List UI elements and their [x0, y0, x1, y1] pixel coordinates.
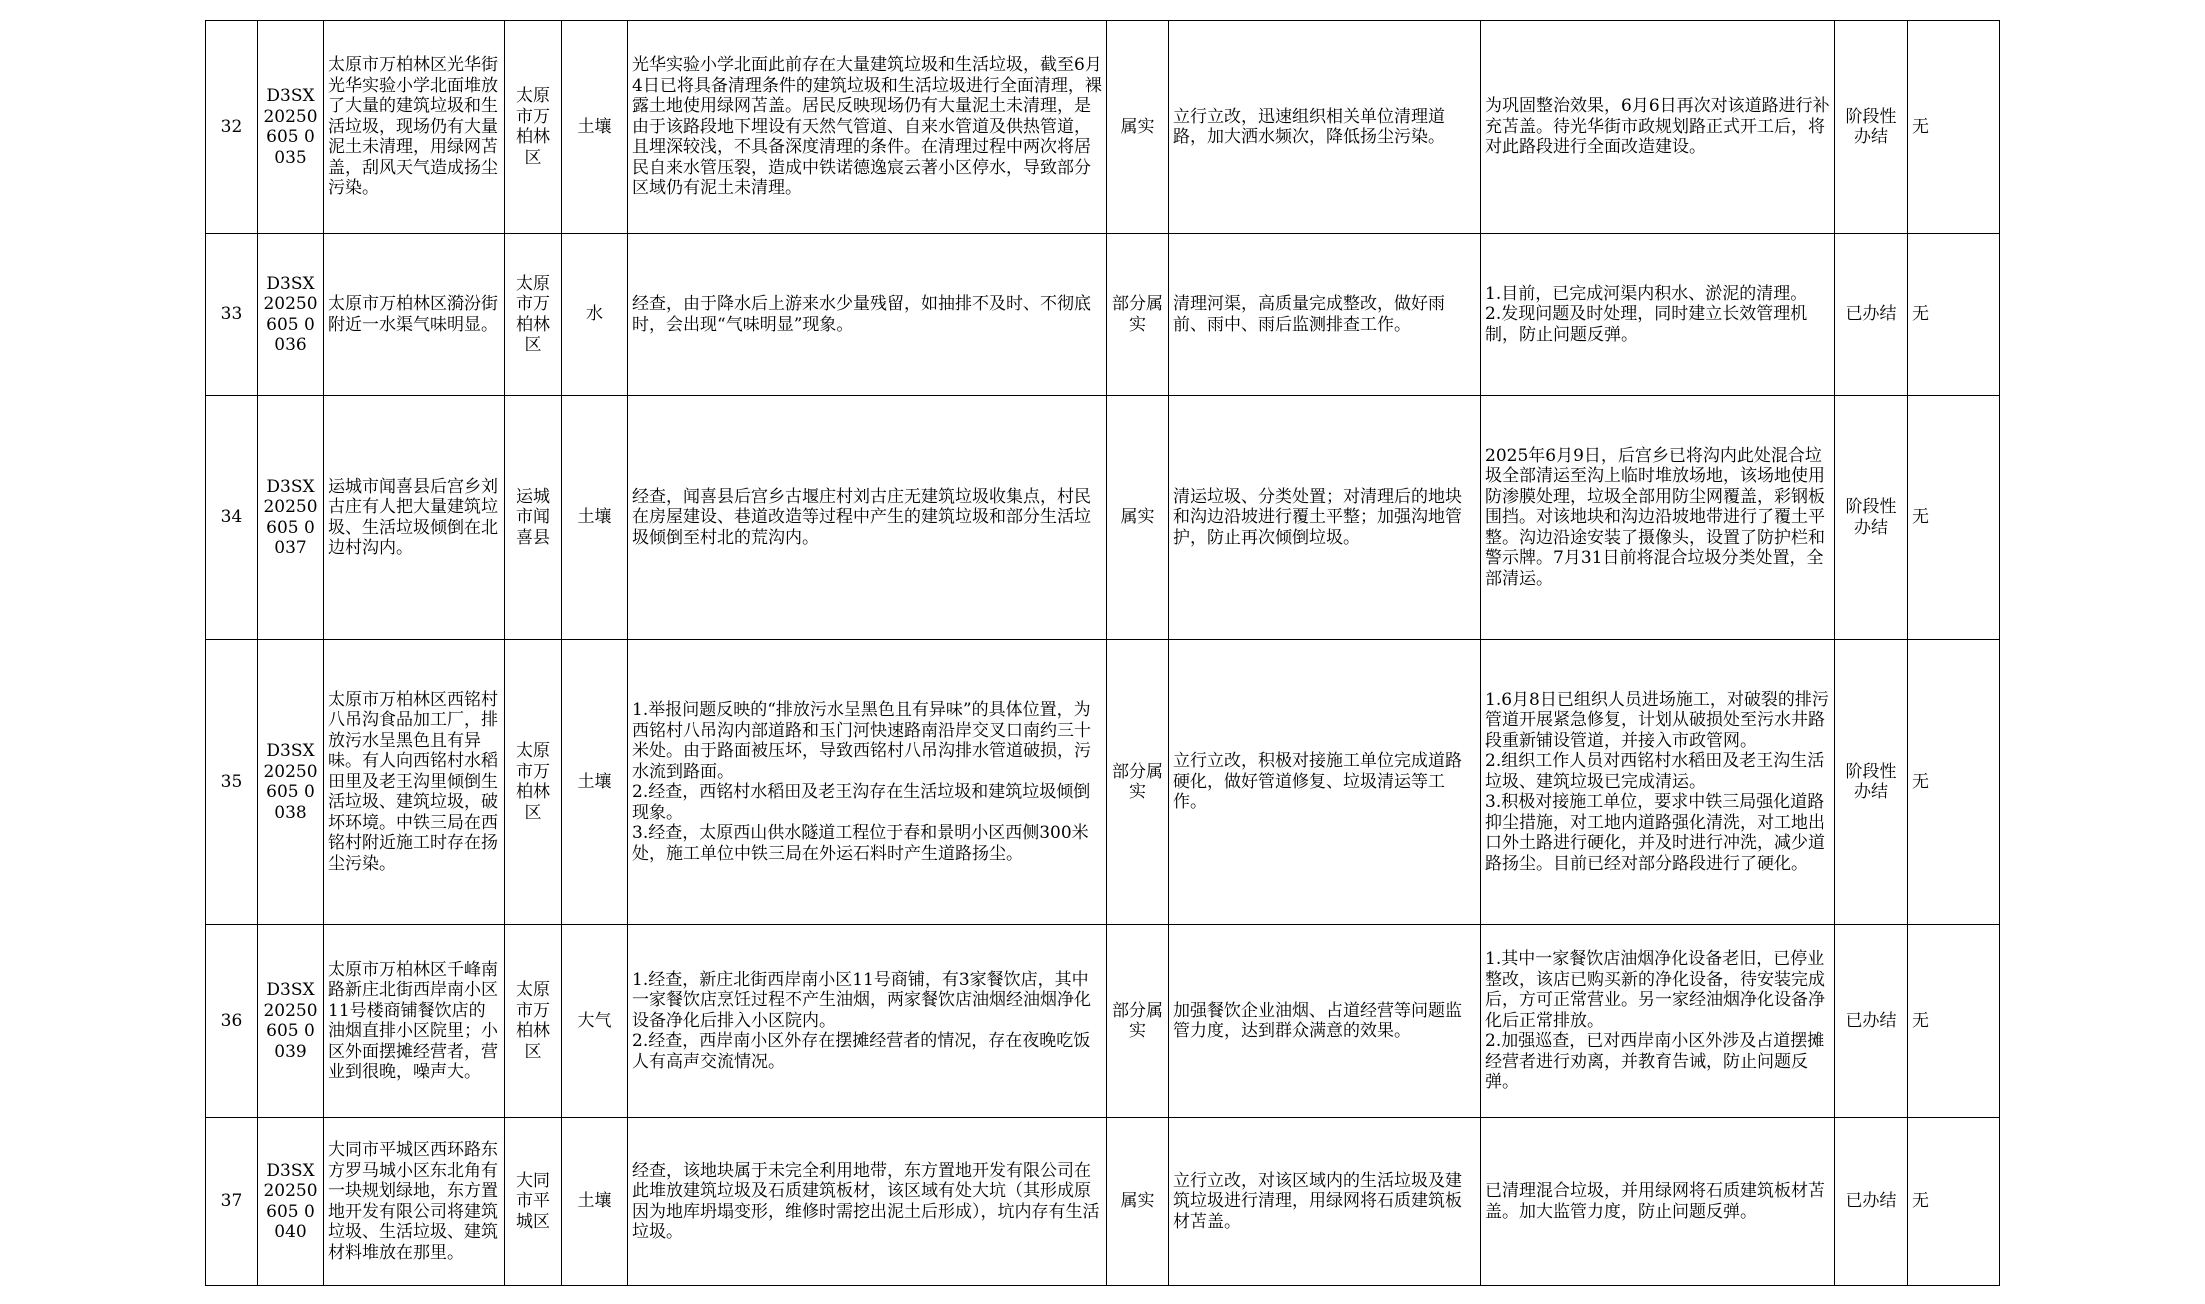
findings-cell: 光华实验小学北面此前存在大量建筑垃圾和生活垃圾，截至6月4日已将具备清理条件的建筑垃圾和生活垃圾进行全面清理，裸露土地使用绿网苫盖。居民反映现场仍有大量泥土未清理，是由于该路段地下埋设有天然气管道、自来水管道及供热管道，且埋深较浅，不具备深度清理的条件。在清理过程中两次将居民自来水管压裂，造成中铁诺德逸宸云著小区停水，导致部分区域仍有泥土未清理。	[628, 21, 1107, 234]
accountability-cell: 无	[1908, 1118, 2000, 1286]
table-row	[206, 21, 2000, 234]
measures-cell: 立行立改，对该区域内的生活垃圾及建筑垃圾进行清理，用绿网将石质建筑板材苫盖。	[1169, 1118, 1481, 1286]
region-cell: 太原市万柏林区	[505, 21, 562, 234]
table-row	[206, 234, 2000, 396]
region-cell: 太原市万柏林区	[505, 234, 562, 396]
id-cell: D3SX20250605 0040	[258, 1118, 324, 1286]
findings-cell: 经查，闻喜县后宫乡古堰庄村刘古庄无建筑垃圾收集点，村民在房屋建设、巷道改造等过程中产生的建筑垃圾和部分生活垃圾倾倒至村北的荒沟内。	[628, 396, 1107, 640]
measures-cell: 立行立改，迅速组织相关单位清理道路，加大洒水频次，降低扬尘污染。	[1169, 21, 1481, 234]
verdict-cell: 部分属实	[1107, 234, 1169, 396]
category-cell: 土壤	[562, 21, 628, 234]
status-cell: 阶段性办结	[1835, 396, 1908, 640]
progress-cell: 1.其中一家餐饮店油烟净化设备老旧，已停业整改，该店已购买新的净化设备，待安装完成后，方可正常营业。另一家经油烟净化设备净化后正常排放。 2.加强巡查，已对西岸南小区外涉及占道摆摊经营者进行劝离，并教育告诫，防止问题反弹。	[1481, 925, 1835, 1118]
region-cell: 运城市闻喜县	[505, 396, 562, 640]
status-cell: 已办结	[1835, 925, 1908, 1118]
findings-cell: 1.经查，新庄北街西岸南小区11号商铺，有3家餐饮店，其中一家餐饮店烹饪过程不产生油烟，两家餐饮店油烟经油烟净化设备净化后排入小区院内。 2.经查，西岸南小区外存在摆摊经营者的情况，存在夜晚吃饭人有高声交流情况。	[628, 925, 1107, 1118]
verdict-cell: 属实	[1107, 1118, 1169, 1286]
verdict-cell: 属实	[1107, 21, 1169, 234]
id-cell: D3SX20250605 0039	[258, 925, 324, 1118]
seq-cell: 34	[206, 396, 258, 640]
findings-cell: 经查，由于降水后上游来水少量残留，如抽排不及时、不彻底时，会出现“气味明显”现象。	[628, 234, 1107, 396]
status-cell: 已办结	[1835, 1118, 1908, 1286]
id-cell: D3SX20250605 0037	[258, 396, 324, 640]
complaint-cell: 大同市平城区西环路东方罗马城小区东北角有一块规划绿地，东方置地开发有限公司将建筑垃圾、生活垃圾、建筑材料堆放在那里。	[324, 1118, 505, 1286]
complaint-cell: 太原市万柏林区千峰南路新庄北街西岸南小区11号楼商铺餐饮店的油烟直排小区院里；小区外面摆摊经营者，营业到很晚，噪声大。	[324, 925, 505, 1118]
category-cell: 水	[562, 234, 628, 396]
accountability-cell: 无	[1908, 21, 2000, 234]
seq-cell: 32	[206, 21, 258, 234]
measures-cell: 清运垃圾、分类处置；对清理后的地块和沟边沿坡进行覆土平整；加强沟地管护，防止再次倾倒垃圾。	[1169, 396, 1481, 640]
complaint-cell: 运城市闻喜县后宫乡刘古庄有人把大量建筑垃圾、生活垃圾倾倒在北边村沟内。	[324, 396, 505, 640]
measures-cell: 清理河渠，高质量完成整改，做好雨前、雨中、雨后监测排查工作。	[1169, 234, 1481, 396]
accountability-cell: 无	[1908, 925, 2000, 1118]
category-cell: 土壤	[562, 396, 628, 640]
seq-cell: 33	[206, 234, 258, 396]
progress-cell: 2025年6月9日，后宫乡已将沟内此处混合垃圾全部清运至沟上临时堆放场地，该场地使用防渗膜处理，垃圾全部用防尘网覆盖，彩钢板围挡。对该地块和沟边沿坡地带进行了覆土平整。沟边沿途安装了摄像头，设置了防护栏和警示牌。7月31日前将混合垃圾分类处置，全部清运。	[1481, 396, 1835, 640]
findings-cell: 经查，该地块属于未完全利用地带，东方置地开发有限公司在此堆放建筑垃圾及石质建筑板材，该区域有处大坑（其形成原因为地库坍塌变形，维修时需挖出泥土后形成），坑内存有生活垃圾。	[628, 1118, 1107, 1286]
status-cell: 已办结	[1835, 234, 1908, 396]
id-cell: D3SX20250605 0035	[258, 21, 324, 234]
verdict-cell: 属实	[1107, 396, 1169, 640]
accountability-cell: 无	[1908, 640, 2000, 925]
complaint-cell: 太原市万柏林区西铭村八吊沟食品加工厂，排放污水呈黑色且有异味。有人向西铭村水稻田里及老王沟里倾倒生活垃圾、建筑垃圾，破坏环境。中铁三局在西铭村附近施工时存在扬尘污染。	[324, 640, 505, 925]
verdict-cell: 部分属实	[1107, 640, 1169, 925]
status-cell: 阶段性办结	[1835, 21, 1908, 234]
category-cell: 土壤	[562, 640, 628, 925]
category-cell: 土壤	[562, 1118, 628, 1286]
status-cell: 阶段性办结	[1835, 640, 1908, 925]
seq-cell: 36	[206, 925, 258, 1118]
region-cell: 太原市万柏林区	[505, 925, 562, 1118]
id-cell: D3SX20250605 0036	[258, 234, 324, 396]
region-cell: 大同市平城区	[505, 1118, 562, 1286]
table-row	[206, 640, 2000, 925]
accountability-cell: 无	[1908, 234, 2000, 396]
complaint-table	[205, 20, 2000, 1286]
measures-cell: 加强餐饮企业油烟、占道经营等问题监管力度，达到群众满意的效果。	[1169, 925, 1481, 1118]
progress-cell: 已清理混合垃圾，并用绿网将石质建筑板材苫盖。加大监管力度，防止问题反弹。	[1481, 1118, 1835, 1286]
table-row	[206, 925, 2000, 1118]
progress-cell: 为巩固整治效果，6月6日再次对该道路进行补充苫盖。待光华街市政规划路正式开工后，将对此路段进行全面改造建设。	[1481, 21, 1835, 234]
seq-cell: 35	[206, 640, 258, 925]
progress-cell: 1.目前，已完成河渠内积水、淤泥的清理。 2.发现问题及时处理，同时建立长效管理机制，防止问题反弹。	[1481, 234, 1835, 396]
verdict-cell: 部分属实	[1107, 925, 1169, 1118]
complaint-cell: 太原市万柏林区漪汾街附近一水渠气味明显。	[324, 234, 505, 396]
region-cell: 太原市万柏林区	[505, 640, 562, 925]
measures-cell: 立行立改，积极对接施工单位完成道路硬化，做好管道修复、垃圾清运等工作。	[1169, 640, 1481, 925]
table-row	[206, 396, 2000, 640]
progress-cell: 1.6月8日已组织人员进场施工，对破裂的排污管道开展紧急修复，计划从破损处至污水井路段重新铺设管道，并接入市政管网。 2.组织工作人员对西铭村水稻田及老王沟生活垃圾、建筑垃圾已完成清运。 3.积极对接施工单位，要求中铁三局强化道路抑尘措施，对工地内道路强化清洗，对工地出口外土路进行硬化，并及时进行冲洗，减少道路扬尘。目前已经对部分路段进行了硬化。	[1481, 640, 1835, 925]
accountability-cell: 无	[1908, 396, 2000, 640]
table-row	[206, 1118, 2000, 1286]
category-cell: 大气	[562, 925, 628, 1118]
findings-cell: 1.举报问题反映的“排放污水呈黑色且有异味”的具体位置，为西铭村八吊沟内部道路和玉门河快速路南沿岸交叉口南约三十米处。由于路面被压坏，导致西铭村八吊沟排水管道破损，污水流到路面。 2.经查，西铭村水稻田及老王沟存在生活垃圾和建筑垃圾倾倒现象。 3.经查，太原西山供水隧道工程位于春和景明小区西侧300米处，施工单位中铁三局在外运石料时产生道路扬尘。	[628, 640, 1107, 925]
id-cell: D3SX20250605 0038	[258, 640, 324, 925]
complaint-cell: 太原市万柏林区光华街光华实验小学北面堆放了大量的建筑垃圾和生活垃圾，现场仍有大量泥土未清理，用绿网苫盖，刮风天气造成扬尘污染。	[324, 21, 505, 234]
seq-cell: 37	[206, 1118, 258, 1286]
